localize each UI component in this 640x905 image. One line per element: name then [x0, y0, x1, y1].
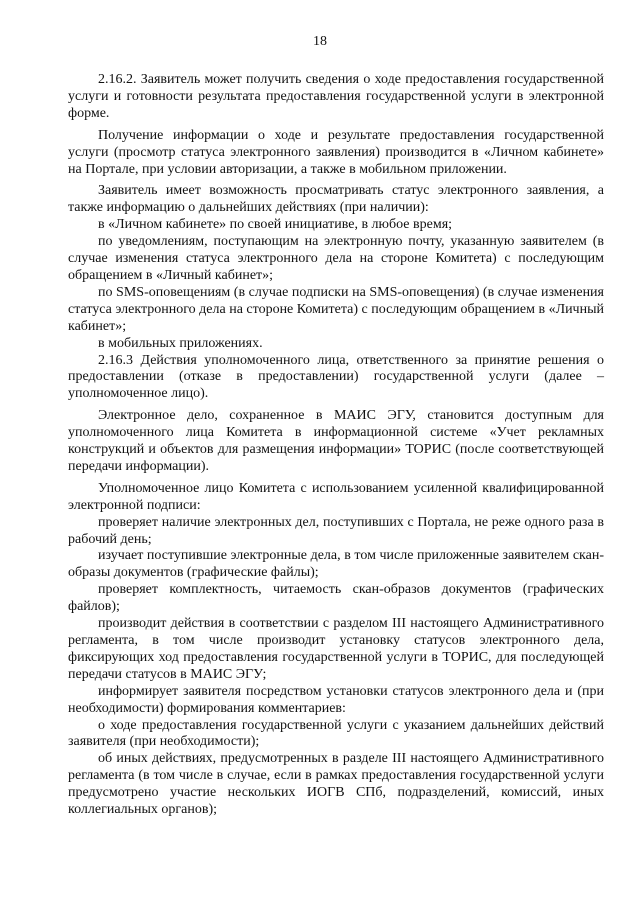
- list-item-checks-cases: проверяет наличие электронных дел, поступивших с Портала, не реже одного раза в рабочий день;: [68, 514, 604, 547]
- paragraph-2-16-3: 2.16.3 Действия уполномоченного лица, ответственного за принятие решения о предоставлении (отказе в предоставлении) государственной услуги (далее – уполномоченное лицо).: [68, 352, 604, 402]
- list-item-performs-actions: производит действия в соответствии с разделом III настоящего Административного регламента, в том числе производит установку статусов электронного дела, фиксирующих ход предоставления государственной услуги в ТОРИС, для последующей передачи статусов в МАИС ЭГУ;: [68, 616, 604, 682]
- list-item-mobile-apps: в мобильных приложениях.: [98, 335, 263, 351]
- paragraph-2-16-2: 2.16.2. Заявитель может получить сведения о ходе предоставления государственной услуги и готовности результата предоставления государственной услуги в электронной форме.: [68, 72, 604, 121]
- paragraph-electronic-case: Электронное дело, сохраненное в МАИС ЭГУ, становится доступным для уполномоченного лица Комитета в информационной системе «Учет рекламных конструкций и объектов для размещения информации» ТОРИС (после соответствующей передачи информации).: [68, 408, 604, 474]
- list-item-email-notifications: по уведомлениям, поступающим на электронную почту, указанную заявителем (в случае изменения статуса электронного дела на стороне Комитета) с последующим обращением в «Личный кабинет»;: [68, 234, 604, 283]
- list-item-checks-completeness: проверяет комплектность, читаемость скан-образов документов (графических файлов);: [68, 582, 604, 615]
- paragraph-view-status: Заявитель имеет возможность просматривать статус электронного заявления, а также информацию о дальнейших действиях (при наличии):: [68, 183, 604, 216]
- list-item-sms-notifications: по SMS-оповещениям (в случае подписки на SMS-оповещения) (в случае изменения статуса электронного дела на стороне Комитета) с последующим обращением в «Личный кабинет»;: [68, 284, 604, 334]
- list-item-other-actions: об иных действиях, предусмотренных в разделе III настоящего Административного регламента (в том числе в случае, если в рамках предоставления государственной услуги предусмотрено участие нескольких ИОГВ СПб, подразделений, комиссий, иных коллегиальных органов);: [68, 751, 604, 818]
- list-item-progress-info: о ходе предоставления государственной услуги с указанием дальнейших действий заявителя (при необходимости);: [68, 717, 604, 750]
- page-body: [68, 72, 604, 819]
- list-item-personal-cabinet: в «Личном кабинете» по своей инициативе, в любое время;: [98, 217, 453, 233]
- list-item-informs-applicant: информирует заявителя посредством установки статусов электронного дела и (при необходимости) формирования комментариев:: [68, 683, 604, 716]
- list-item-studies-cases: изучает поступившие электронные дела, в том числе приложенные заявителем скан-образы документов (графические файлы);: [68, 548, 604, 581]
- page-number: 18: [313, 34, 327, 49]
- paragraph-authorized-person: Уполномоченное лицо Комитета с использованием усиленной квалифицированной электронной подписи:: [68, 480, 604, 513]
- paragraph-status-info: Получение информации о ходе и результате предоставления государственной услуги (просмотр статуса электронного заявления) производится в «Личном кабинете» на Портале, при условии авторизации, а также в мобильном приложении.: [68, 127, 604, 177]
